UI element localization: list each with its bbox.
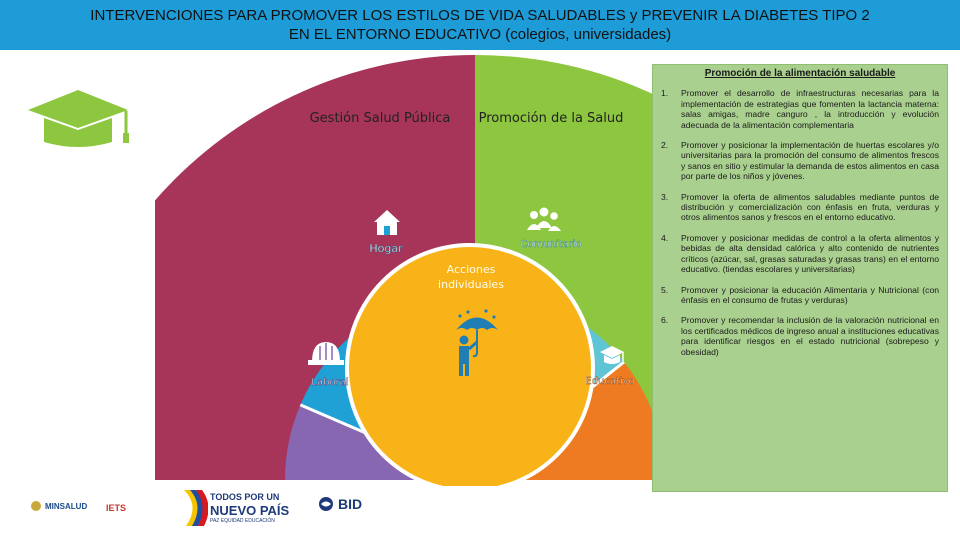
outer-left-label: Gestión Salud Pública (309, 111, 451, 126)
todos-line1: TODOS POR UN (210, 492, 280, 502)
list-item-text: Promover y recomendar la inclusión de la valoración nutricional en los certificados médicos de ingreso anual a instituciones educativas para identificar riesgos en el estado nutricional (sobrepeso y obesidad) (681, 315, 939, 357)
sector-comunitario-label: Comunitario (520, 239, 582, 250)
center-label-line1: Acciones (446, 263, 496, 276)
list-item (661, 192, 939, 223)
bid-text: BID (338, 496, 363, 512)
header-title-line2: EN EL ENTORNO EDUCATIVO (colegios, universidades) (288, 26, 672, 43)
center-label-line2: individuales (438, 278, 504, 291)
list-item-number: 5. (661, 284, 669, 295)
list-item-text: Promover y posicionar la educación Alimentaria y Nutricional (con énfasis en el consumo de frutas y verduras) (681, 284, 939, 305)
list-item (661, 233, 939, 275)
sector-educativo-label: Educativo (585, 376, 635, 387)
iets-text: IETS (106, 503, 127, 513)
todos-line3: PAZ EQUIDAD EDUCACIÓN (210, 518, 275, 524)
todos-por-un-nuevo-pais-logo (180, 486, 300, 530)
graduation-cap-icon (22, 90, 142, 150)
minsalud-text: MINSALUD (45, 501, 88, 511)
bid-logo (318, 496, 362, 512)
list-item-number: 3. (661, 191, 669, 202)
minsalud-logo (30, 500, 87, 512)
sector-hogar-label: Hogar (369, 242, 403, 255)
flag-swoosh-icon (180, 486, 208, 530)
list-item-number: 6. (661, 315, 669, 326)
list-item-number: 1. (661, 88, 669, 99)
globe-icon (318, 496, 334, 512)
sector-laboral-label: Laboral (311, 377, 349, 388)
list-item (661, 140, 939, 182)
header-title-line1: INTERVENCIONES PARA PROMOVER LOS ESTILOS DE VIDA SALUDABLES y PREVENIR LA DIABETES TIPO 2 (90, 7, 870, 24)
todos-line2: NUEVO PAÍS (210, 503, 290, 518)
list-item-text: Promover el desarrollo de infraestructuras necesarias para la implementación de estrategias que fomenten la lactancia materna: salas amigas, madre canguro , la introducción y evolución adecuada de la alimentación complementaria (681, 88, 939, 130)
outer-right-label: Promoción de la Salud (478, 111, 624, 126)
nutrition-panel (652, 64, 948, 492)
shield-icon (30, 500, 42, 512)
list-item-text: Promover la oferta de alimentos saludables mediante puntos de distribución y comercialización con énfasis en fruta, verduras y otros alimentos sanos y frescos en el entorno educativo. (681, 191, 939, 223)
list-item-number: 4. (661, 232, 669, 243)
list-item (661, 315, 939, 357)
panel-title: Promoción de la alimentación saludable (704, 68, 896, 79)
iets-logo (106, 498, 126, 516)
list-item-text: Promover y posicionar la implementación de huertas escolares y/o universitarias para la promoción del consumo de alimentos frescos y sanos en sitio y estimular la demanda de estos alimentos en casa por parte de los niños y jóvenes. (681, 140, 939, 182)
list-item-text: Promover y posicionar medidas de control a la oferta alimentos y bebidas de alta densidad calórica y alto contenido de nutrientes críticos (azúcar, sal, grasas saturadas y grasas trans) en el entorno educativo. (tiendas escolares y universitarias) (681, 232, 939, 275)
panel-list (661, 88, 939, 357)
list-item-number: 2. (661, 140, 669, 151)
list-item (661, 88, 939, 130)
footer-logos (0, 486, 960, 540)
list-item (661, 285, 939, 306)
